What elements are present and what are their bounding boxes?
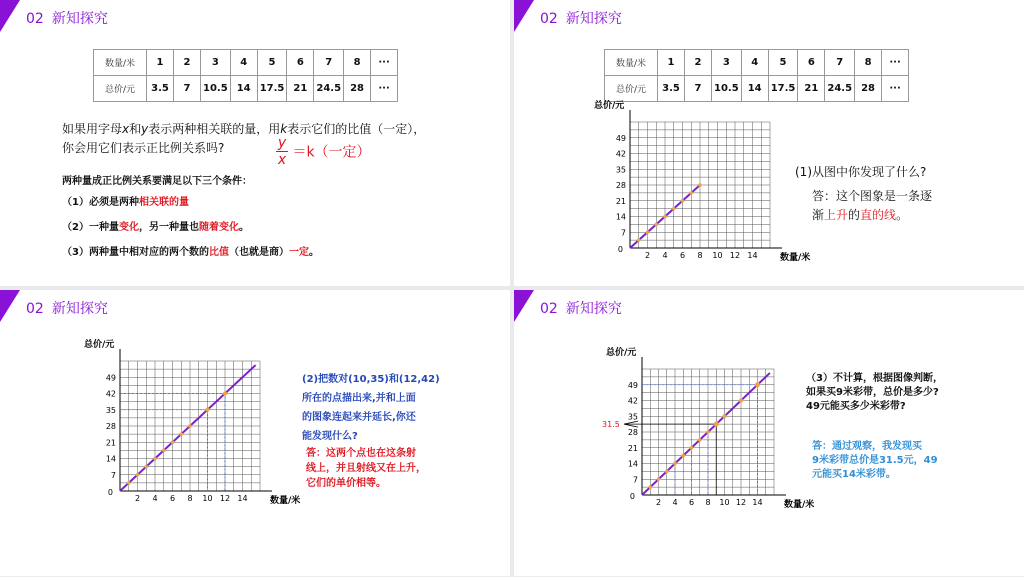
y-axis-label: 总价/元: [84, 340, 115, 350]
x-tick-label: 4: [672, 498, 678, 507]
data-point: [654, 223, 658, 227]
x-axis-label: 数量/米: [270, 496, 301, 506]
y-tick-label: 35: [615, 165, 626, 175]
y-tick-label: 7: [110, 470, 116, 480]
slide-title: 02 新知探究: [26, 11, 108, 27]
table-row-header: 数量/米: [605, 50, 658, 76]
condition-3: （3）两种量中相对应的两个数的比值（也就是商）一定。: [62, 247, 319, 258]
x-tick-label: 10: [719, 498, 730, 507]
x-tick-label: 14: [752, 498, 763, 507]
x-tick-label: 12: [735, 498, 747, 507]
data-point: [144, 465, 148, 469]
condition-2: （2）一种量变化，另一种量也随着变化。: [62, 222, 249, 233]
table-cell: 14: [230, 76, 257, 102]
data-point: [188, 424, 192, 428]
extra-data-point: [739, 399, 743, 403]
slide-1: [0, 0, 510, 286]
y-tick-label: 14: [627, 459, 638, 469]
slide-title: 02 新知探究: [540, 11, 622, 27]
table-cell: 5: [768, 50, 798, 76]
slide-4: [514, 290, 1024, 576]
conditions-title: 两种量成正比例关系要满足以下三个条件：: [62, 176, 252, 187]
table-cell: 28: [855, 76, 882, 102]
data-point: [153, 457, 157, 461]
answer-1: 答：这个图象是一条逐 渐上升的直的线。: [812, 189, 933, 222]
table-cell: 24.5: [314, 76, 344, 102]
table-cell: 3: [201, 50, 231, 76]
slide-3: [0, 290, 510, 576]
data-point: [706, 430, 710, 434]
table-cell: 17.5: [768, 76, 798, 102]
table-cell: 3.5: [147, 76, 174, 102]
table-cell: 28: [344, 76, 371, 102]
line-chart: [514, 0, 1024, 286]
data-point: [657, 477, 661, 481]
table-row-price: [94, 76, 398, 102]
origin-label: 0: [107, 488, 113, 497]
table-cell: 3.5: [658, 76, 685, 102]
data-point: [665, 470, 669, 474]
extra-data-point: [223, 392, 227, 396]
y-tick-label: 42: [627, 396, 638, 406]
x-tick-label: 4: [662, 251, 668, 260]
series-line: [120, 365, 256, 491]
extra-data-point: [206, 408, 210, 412]
table-cell: 2: [685, 50, 712, 76]
y-tick-label: 14: [105, 454, 116, 464]
y-tick-label: 21: [615, 196, 626, 206]
condition-1: （1）必须是两种相关联的量: [62, 197, 189, 208]
table-cell: 24.5: [825, 76, 855, 102]
line-chart-reading: [514, 290, 1024, 576]
table-cell: 8: [344, 50, 371, 76]
table-cell: 6: [287, 50, 314, 76]
read-data-point: [755, 382, 760, 387]
table-row-quantity: [94, 50, 398, 76]
answer-3: 答：通过观察，我发现买 9米彩带总价是31.5元，49 元能买14米彩带。: [812, 441, 938, 480]
data-point: [648, 485, 652, 489]
table-cell: 14: [741, 76, 768, 102]
data-point: [681, 454, 685, 458]
x-tick-label: 12: [729, 251, 741, 260]
y-tick-label: 35: [105, 405, 116, 415]
answer-2: 答：这两个点也在这条射 线上，并且射线又在上升， 它们的单价相等。: [306, 448, 426, 489]
y-tick-label: 35: [627, 412, 638, 422]
table-cell: 21: [287, 76, 314, 102]
data-point: [681, 199, 685, 203]
table-cell: ···: [371, 50, 398, 76]
y-tick-label: 7: [620, 228, 626, 238]
y-tick-label: 28: [627, 428, 638, 437]
x-axis-label: 数量/米: [780, 253, 811, 263]
data-point: [690, 446, 694, 450]
table-cell: 7: [825, 50, 855, 76]
x-tick-label: 2: [134, 494, 141, 503]
data-point: [672, 207, 676, 211]
question-3: （3）不计算，根据图像判断， 如果买9米彩带，总价是多少? 49元能买多少米彩带?: [806, 373, 943, 412]
table-cell: 1: [658, 50, 685, 76]
x-tick-label: 10: [202, 494, 213, 503]
slide-title: 02 新知探究: [540, 301, 622, 317]
y-tick-label: 49: [627, 380, 638, 390]
y-tick-label: 14: [615, 212, 626, 222]
data-point: [689, 191, 693, 195]
origin-label: 0: [629, 492, 635, 501]
table-cell: 8: [855, 50, 882, 76]
y-tick-label: 42: [105, 389, 116, 399]
x-tick-label: 4: [152, 494, 158, 503]
x-tick-label: 8: [705, 498, 711, 507]
x-tick-label: 10: [712, 251, 723, 260]
data-point: [698, 183, 702, 187]
table-cell: 2: [174, 50, 201, 76]
series-line: [642, 373, 770, 495]
data-point: [673, 462, 677, 466]
y-tick-label: 49: [615, 133, 626, 143]
title-accent-shape: [0, 0, 20, 32]
table-cell: ···: [882, 50, 909, 76]
x-tick-label: 8: [187, 494, 193, 503]
y-tick-label: 21: [105, 438, 116, 448]
x-tick-label: 14: [237, 494, 248, 503]
x-tick-label: 8: [697, 251, 703, 260]
slide-title: 02 新知探究: [26, 301, 108, 317]
y-tick-label: 7: [632, 475, 638, 485]
data-point: [646, 230, 650, 234]
data-point: [663, 215, 667, 219]
origin-label: 0: [617, 245, 623, 254]
x-tick-label: 12: [219, 494, 231, 503]
table-cell: 1: [147, 50, 174, 76]
x-axis-label: 数量/米: [784, 500, 815, 510]
table-cell: 10.5: [201, 76, 231, 102]
x-tick-label: 6: [169, 494, 176, 503]
data-table: [93, 49, 398, 102]
table-cell: ···: [371, 76, 398, 102]
question-1: (1)从图中你发现了什么?: [795, 165, 927, 179]
data-point: [179, 432, 183, 436]
table-cell: 4: [230, 50, 257, 76]
x-tick-label: 2: [644, 251, 651, 260]
table-row-header: 总价/元: [94, 76, 147, 102]
table-cell: ···: [882, 76, 909, 102]
value-marker-label: 31.5: [602, 420, 620, 430]
table-cell: 3: [712, 50, 742, 76]
y-tick-label: 21: [627, 443, 638, 453]
formula: $\frac{y}{x} =k$（一定）: [277, 135, 371, 168]
table-cell: 5: [257, 50, 287, 76]
slide-2: [514, 0, 1024, 286]
read-data-point: [714, 422, 719, 427]
question-2: (2)把数对(10,35)和(12,42) 所在的点描出来,并和上面 的图象连起来并延长,你还 能发现什么?: [302, 374, 440, 442]
y-tick-label: 28: [615, 181, 626, 190]
table-cell: 7: [685, 76, 712, 102]
table-cell: 7: [314, 50, 344, 76]
table-row-header: 数量/米: [94, 50, 147, 76]
x-tick-label: 6: [679, 251, 686, 260]
data-point: [162, 449, 166, 453]
y-tick-label: 28: [105, 422, 116, 431]
table-cell: 10.5: [712, 76, 742, 102]
table-cell: 6: [798, 50, 825, 76]
data-point: [698, 438, 702, 442]
data-point: [171, 440, 175, 444]
y-axis-label: 总价/元: [606, 348, 637, 358]
y-tick-label: 42: [615, 149, 626, 159]
intro-text: 如果用字母x和y表示两种相关联的量，用k表示它们的比值（一定）， 你会用它们表示正比例关系吗?: [62, 122, 426, 155]
x-tick-label: 2: [655, 498, 662, 507]
table-cell: 17.5: [257, 76, 287, 102]
data-point: [127, 481, 131, 485]
y-tick-label: 49: [105, 373, 116, 383]
table-cell: 21: [798, 76, 825, 102]
x-tick-label: 14: [747, 251, 758, 260]
y-axis-label: 总价/元: [594, 101, 625, 111]
extra-data-point: [723, 414, 727, 418]
table-row-header: 总价/元: [605, 76, 658, 102]
data-point: [637, 238, 641, 242]
table-cell: 4: [741, 50, 768, 76]
x-tick-label: 6: [688, 498, 695, 507]
data-point: [136, 473, 140, 477]
table-cell: 7: [174, 76, 201, 102]
